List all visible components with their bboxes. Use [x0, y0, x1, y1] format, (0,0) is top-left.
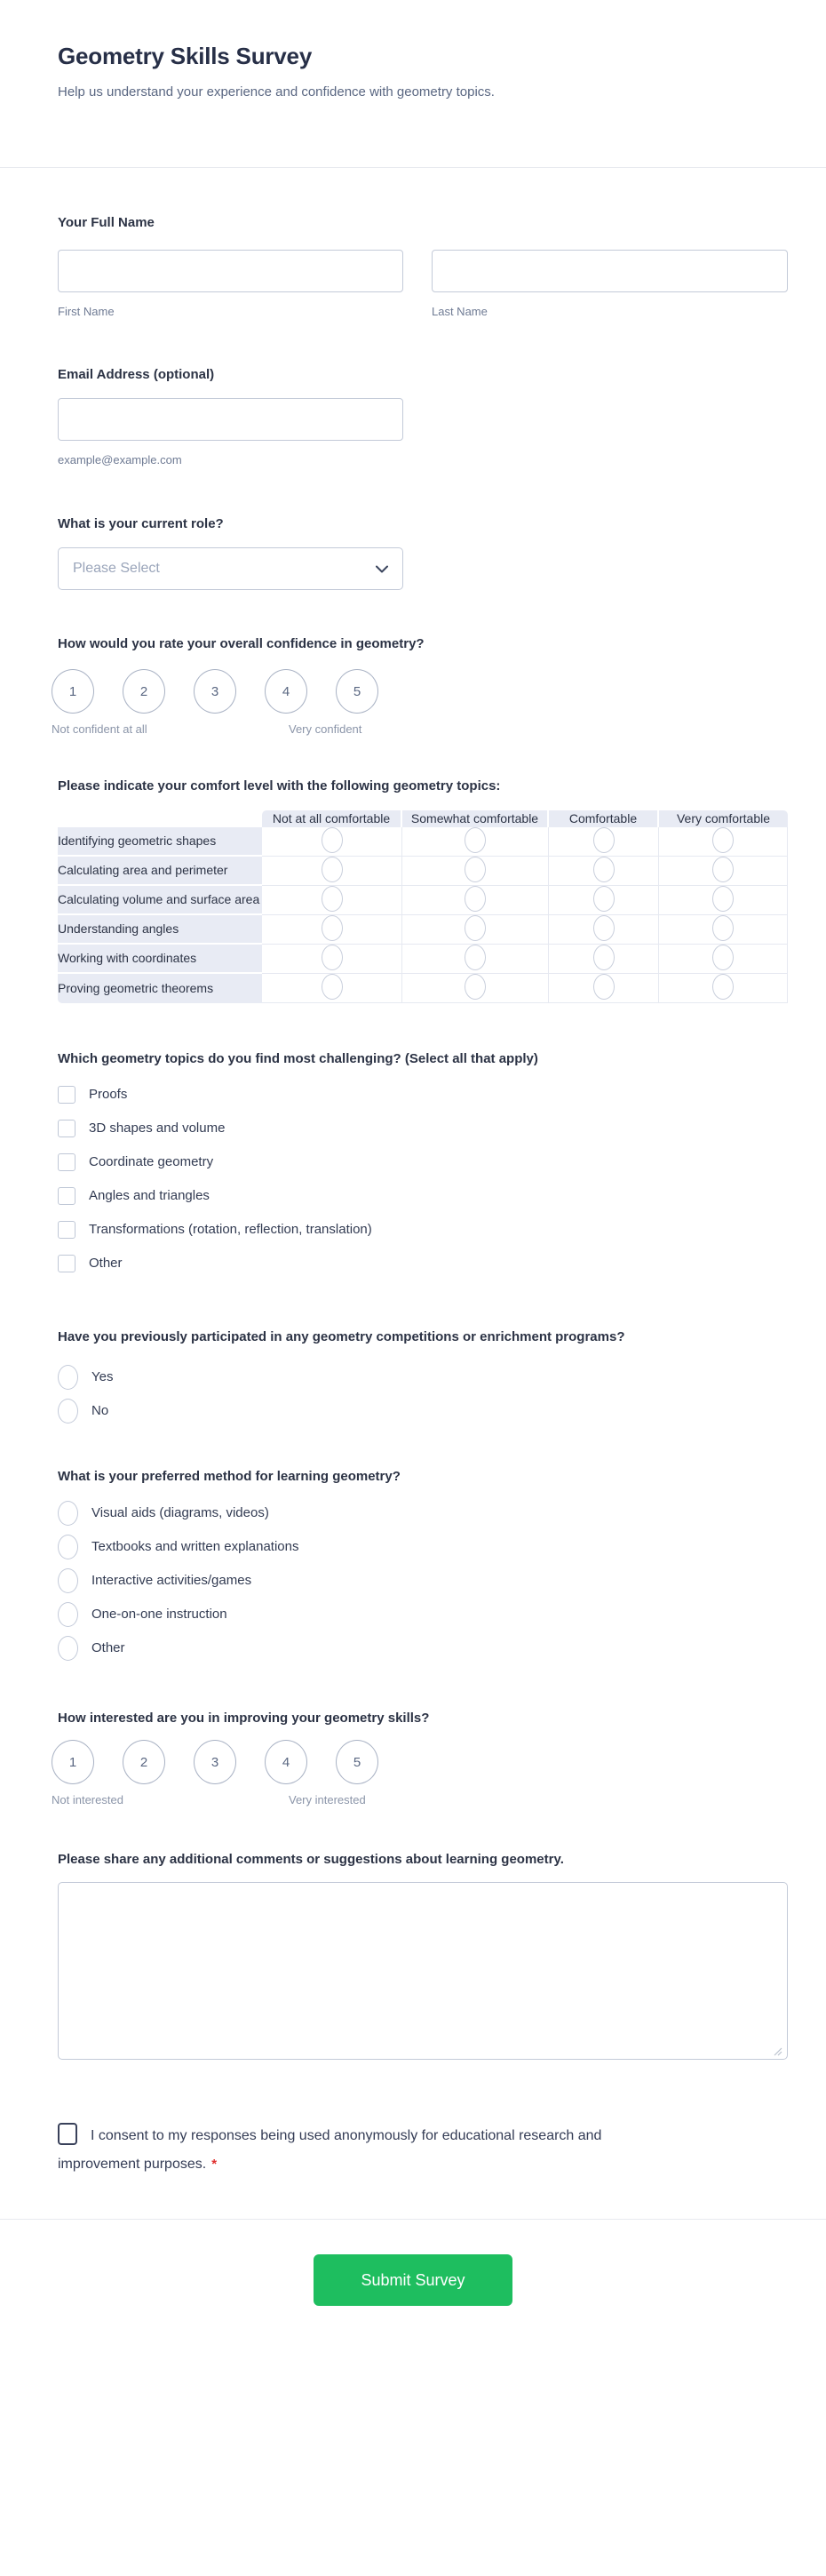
confidence-scale-option-5[interactable]: 5 [336, 669, 378, 714]
challenge-checkbox-angles-triangles[interactable] [58, 1187, 75, 1205]
option-label: Transformations (rotation, reflection, translation) [89, 1222, 372, 1237]
competitions-radio-yes[interactable] [58, 1365, 78, 1390]
confidence-scale-option-1[interactable]: 1 [52, 669, 94, 714]
chevron-down-icon [376, 565, 388, 573]
page-title: Geometry Skills Survey [58, 43, 313, 69]
option-row [58, 1365, 788, 1390]
submit-section [0, 2220, 826, 2350]
interest-scale-max-label: Very interested [289, 1793, 366, 1806]
role-select-placeholder: Please Select [73, 561, 160, 576]
challenging-topics-label: Which geometry topics do you find most challenging? (Select all that apply) [58, 1051, 538, 1066]
option-row [58, 1120, 788, 1137]
matrix-row [58, 857, 788, 886]
matrix-radio[interactable] [712, 857, 734, 882]
matrix-radio[interactable] [465, 945, 486, 970]
matrix-corner-cell [58, 810, 262, 827]
question-competitions [58, 1328, 788, 1424]
option-label: Angles and triangles [89, 1188, 210, 1203]
form-header [0, 0, 826, 101]
matrix-row-label: Understanding angles [58, 915, 262, 945]
matrix-row [58, 974, 788, 1003]
option-row [58, 1221, 788, 1239]
question-comments [58, 1851, 788, 2064]
last-name-sublabel: Last Name [432, 305, 488, 318]
method-radio-textbooks[interactable] [58, 1535, 78, 1559]
matrix-column-header: Not at all comfortable [262, 810, 402, 827]
confidence-scale-option-4[interactable]: 4 [265, 669, 307, 714]
preferred-method-label: What is your preferred method for learning geometry? [58, 1469, 401, 1484]
comfort-matrix-label: Please indicate your comfort level with the following geometry topics: [58, 778, 501, 794]
matrix-row-label: Identifying geometric shapes [58, 827, 262, 857]
matrix-column-header: Comfortable [549, 810, 659, 827]
matrix-radio[interactable] [465, 915, 486, 941]
interest-scale-min-label: Not interested [52, 1793, 123, 1806]
matrix-radio[interactable] [712, 827, 734, 853]
matrix-row-label: Working with coordinates [58, 945, 262, 974]
comments-label: Please share any additional comments or suggestions about learning geometry. [58, 1852, 564, 1867]
comments-textarea[interactable] [58, 1882, 788, 2060]
competitions-label: Have you previously participated in any geometry competitions or enrichment programs? [58, 1329, 625, 1344]
option-label: 3D shapes and volume [89, 1121, 226, 1136]
option-label: Proofs [89, 1087, 128, 1102]
consent-row [58, 2122, 671, 2179]
method-radio-interactive[interactable] [58, 1568, 78, 1593]
matrix-row [58, 945, 788, 974]
page-subtitle: Help us understand your experience and confidence with geometry topics. [58, 84, 495, 100]
question-interest-scale [52, 1710, 788, 1809]
question-challenging-topics [58, 1050, 788, 1272]
confidence-scale [52, 669, 788, 714]
confidence-scale-label: How would you rate your overall confidence in geometry? [58, 636, 425, 651]
confidence-scale-option-3[interactable]: 3 [194, 669, 236, 714]
header-divider [0, 167, 826, 168]
option-label: One-on-one instruction [91, 1607, 227, 1622]
matrix-row [58, 915, 788, 945]
role-label: What is your current role? [58, 516, 224, 531]
matrix-row-label: Calculating volume and surface area [58, 886, 262, 915]
role-select[interactable] [58, 547, 403, 590]
matrix-header-row [58, 810, 788, 827]
challenge-checkbox-coordinate-geometry[interactable] [58, 1153, 75, 1171]
first-name-sublabel: First Name [58, 305, 115, 318]
question-role [58, 515, 788, 590]
matrix-radio[interactable] [712, 915, 734, 941]
required-asterisk: * [211, 2157, 218, 2172]
option-row [58, 1535, 788, 1559]
matrix-radio[interactable] [322, 886, 343, 912]
option-row [58, 1399, 788, 1424]
interest-scale-option-1[interactable]: 1 [52, 1740, 94, 1784]
matrix-row-label: Proving geometric theorems [58, 974, 262, 1003]
option-label: Coordinate geometry [89, 1154, 214, 1169]
matrix-radio[interactable] [593, 945, 615, 970]
matrix-radio[interactable] [322, 945, 343, 970]
submit-button[interactable]: Submit Survey [314, 2254, 512, 2306]
matrix-row [58, 886, 788, 915]
matrix-radio[interactable] [465, 827, 486, 853]
option-row [58, 1255, 788, 1272]
option-label: Visual aids (diagrams, videos) [91, 1505, 269, 1520]
first-name-input[interactable] [58, 250, 403, 292]
consent-label: I consent to my responses being used anonymously for educational research and improvement purposes. [58, 2128, 602, 2172]
matrix-radio[interactable] [593, 974, 615, 1000]
question-confidence-scale [52, 635, 788, 738]
matrix-radio[interactable] [593, 827, 615, 853]
consent-checkbox[interactable] [58, 2123, 77, 2145]
email-sublabel: example@example.com [58, 453, 182, 467]
option-row [58, 1153, 788, 1171]
challenge-checkbox-transformations[interactable] [58, 1221, 75, 1239]
option-label: Interactive activities/games [91, 1573, 252, 1588]
option-label: Other [89, 1256, 123, 1271]
matrix-row [58, 827, 788, 857]
matrix-radio[interactable] [465, 886, 486, 912]
matrix-radio[interactable] [593, 915, 615, 941]
question-full-name [58, 214, 788, 319]
option-row [58, 1501, 788, 1526]
method-radio-other[interactable] [58, 1636, 78, 1661]
interest-scale [52, 1740, 788, 1784]
question-comfort-matrix [58, 778, 788, 1003]
question-email [58, 366, 788, 467]
matrix-row-label: Calculating area and perimeter [58, 857, 262, 886]
last-name-input[interactable] [432, 250, 788, 292]
matrix-radio[interactable] [465, 857, 486, 882]
option-row [58, 1636, 788, 1661]
option-label: Textbooks and written explanations [91, 1539, 299, 1554]
email-label: Email Address (optional) [58, 367, 215, 382]
interest-scale-option-3[interactable]: 3 [194, 1740, 236, 1784]
comfort-matrix-table [58, 810, 788, 1003]
matrix-radio[interactable] [593, 886, 615, 912]
matrix-radio[interactable] [712, 886, 734, 912]
matrix-radio[interactable] [322, 857, 343, 882]
matrix-column-header: Very comfortable [659, 810, 788, 827]
interest-scale-option-5[interactable]: 5 [336, 1740, 378, 1784]
option-row [58, 1187, 788, 1205]
matrix-radio[interactable] [465, 974, 486, 1000]
matrix-radio[interactable] [322, 915, 343, 941]
option-label: No [91, 1403, 109, 1418]
matrix-radio[interactable] [712, 945, 734, 970]
confidence-scale-min-label: Not confident at all [52, 722, 147, 736]
challenge-checkbox-other[interactable] [58, 1255, 75, 1272]
challenge-checkbox-3d-shapes[interactable] [58, 1120, 75, 1137]
option-row [58, 1602, 788, 1627]
matrix-radio[interactable] [712, 974, 734, 1000]
question-preferred-method [58, 1468, 788, 1661]
competitions-radio-no[interactable] [58, 1399, 78, 1424]
interest-scale-option-4[interactable]: 4 [265, 1740, 307, 1784]
confidence-scale-option-2[interactable]: 2 [123, 669, 165, 714]
interest-scale-label: How interested are you in improving your geometry skills? [58, 1711, 430, 1726]
matrix-radio[interactable] [322, 974, 343, 1000]
matrix-column-header: Somewhat comfortable [402, 810, 549, 827]
method-radio-visual-aids[interactable] [58, 1501, 78, 1526]
matrix-radio[interactable] [593, 857, 615, 882]
confidence-scale-max-label: Very confident [289, 722, 362, 736]
full-name-label: Your Full Name [58, 215, 155, 230]
option-row [58, 1568, 788, 1593]
option-row [58, 1086, 788, 1104]
resize-handle-icon[interactable] [774, 2047, 782, 2056]
option-label: Other [91, 1640, 125, 1655]
option-label: Yes [91, 1369, 114, 1384]
interest-scale-option-2[interactable]: 2 [123, 1740, 165, 1784]
matrix-radio[interactable] [322, 827, 343, 853]
email-input[interactable] [58, 398, 403, 441]
challenge-checkbox-proofs[interactable] [58, 1086, 75, 1104]
method-radio-one-on-one[interactable] [58, 1602, 78, 1627]
